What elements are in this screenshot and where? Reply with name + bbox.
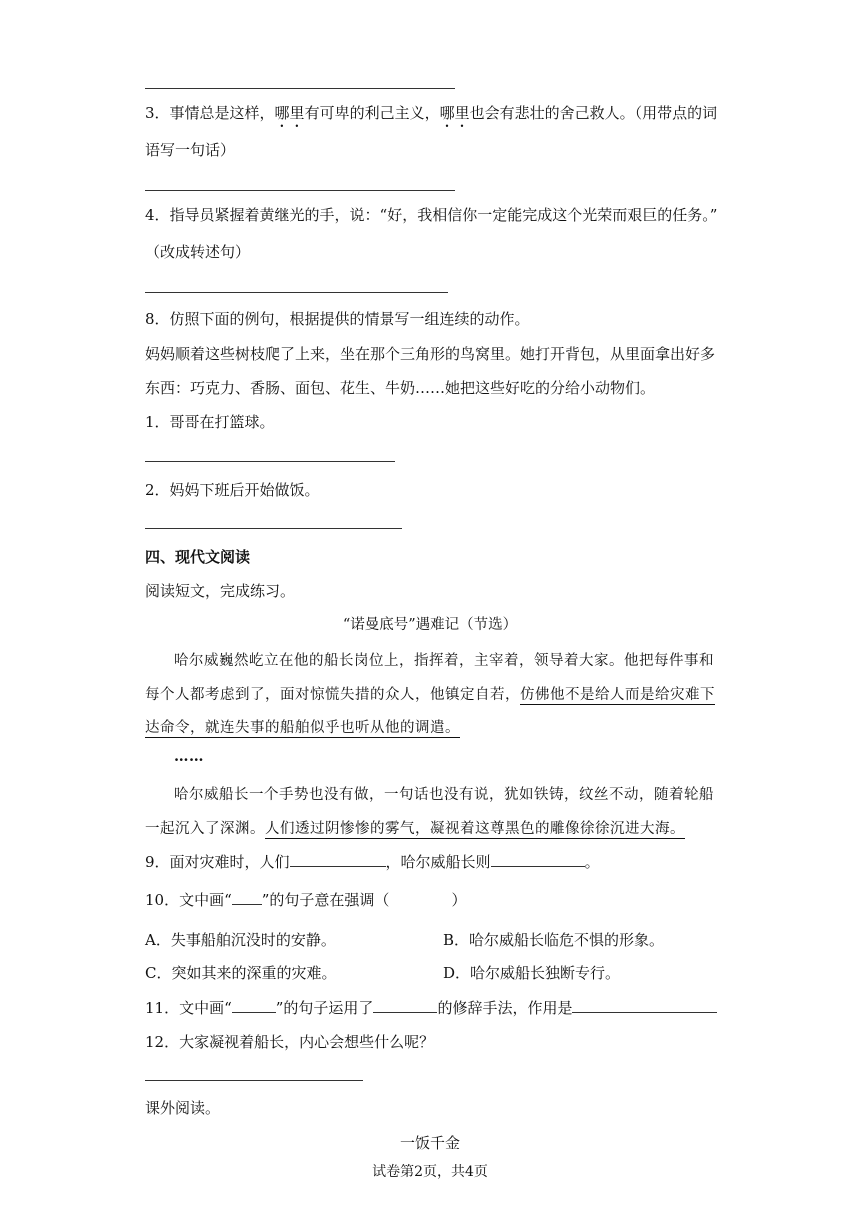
q11-text-b: ”的句子运用了 <box>275 999 374 1017</box>
q11-text-a: 11．文中画“ <box>145 999 232 1017</box>
question-4-line1: 4．指导员紧握着黄继光的手，说：“好，我相信你一定能完成这个光荣而艰巨的任务。” <box>145 206 718 224</box>
question-3-line2: 语写一句话） <box>145 141 236 159</box>
q3-dotted-word-1: 哪里 <box>274 104 305 122</box>
section-heading: 四、现代文阅读 <box>145 548 251 566</box>
answer-line <box>145 292 448 293</box>
q9-text-b: ，哈尔威船长则 <box>385 853 491 871</box>
passage-p1-line2 <box>145 683 715 704</box>
q3-post: 也会有悲壮的舍己救人。（用带点的词 <box>469 104 718 122</box>
question-9 <box>145 851 600 872</box>
q8-item-1: 1．哥哥在打篮球。 <box>145 413 275 431</box>
question-4-line2: （改成转述句） <box>145 243 251 261</box>
q3-dotted-word-2: 哪里 <box>439 104 470 122</box>
q10-text-c: ） <box>451 891 467 909</box>
answer-blank <box>232 890 262 905</box>
underlined-sentence: 达命令，就连失事的船舶似乎也听从他的调遣。 <box>145 720 460 736</box>
question-10 <box>145 889 466 910</box>
question-8-title: 8．仿照下面的例句，根据提供的情景写一组连续的动作。 <box>145 310 530 328</box>
q10-text-a: 10．文中画“ <box>145 891 232 909</box>
wavy-underlined-sentence: 人们透过阴惨惨的雾气，凝视着这尊黑色的雕像徐徐沉进大海。 <box>265 821 685 837</box>
answer-blank[interactable] <box>572 998 717 1013</box>
extra-reading-title: 一饭千金 <box>399 1134 460 1152</box>
answer-blank[interactable] <box>491 852 585 867</box>
passage-text: 一起沉入了深渊。 <box>145 821 265 837</box>
passage-p1-line3 <box>145 716 460 737</box>
question-3-line1 <box>145 102 717 131</box>
answer-blank[interactable] <box>290 852 386 867</box>
q10-text-b: ”的句子意在强调（ <box>261 891 390 909</box>
q8-example-line1: 妈妈顺着这些树枝爬了上来，坐在那个三角形的鸟窝里。她打开背包，从里面拿出好多 <box>145 345 716 363</box>
option-d[interactable]: D．哈尔威船长独断专行。 <box>443 964 621 982</box>
answer-line <box>145 461 395 462</box>
q3-pre: 3．事情总是这样， <box>145 104 275 122</box>
underlined-sentence: 仿佛他不是给人而是给灾难下 <box>520 687 715 703</box>
q11-text-c: 的修辞手法，作用是 <box>437 999 573 1017</box>
answer-line <box>145 528 402 529</box>
answer-line <box>145 88 455 89</box>
page-footer: 试卷第2页，共4页 <box>372 1164 488 1180</box>
passage-text: 每个人都考虑到了，面对惊慌失措的众人，他镇定自若， <box>145 687 520 703</box>
passage-title: “诺曼底号”遇难记（节选） <box>342 617 518 633</box>
extra-reading-label: 课外阅读。 <box>145 1099 221 1117</box>
answer-line <box>145 190 455 191</box>
q3-mid: 有可卑的利己主义， <box>304 104 440 122</box>
answer-blank[interactable] <box>373 998 437 1013</box>
passage-ellipsis: …… <box>174 748 204 765</box>
option-b[interactable]: B．哈尔威船长临危不惧的形象。 <box>443 931 665 949</box>
q8-example-line2: 东西：巧克力、香肠、面包、花生、牛奶……她把这些好吃的分给小动物们。 <box>145 379 656 397</box>
q8-item-2: 2．妈妈下班后开始做饭。 <box>145 481 320 499</box>
option-a[interactable]: A．失事船舶沉没时的安静。 <box>145 931 336 949</box>
section-instruction: 阅读短文，完成练习。 <box>145 582 296 600</box>
passage-p2-line2 <box>145 817 685 838</box>
answer-line <box>145 1080 363 1081</box>
passage-p2-line1: 哈尔威船长一个手势也没有做，一句话也没有说，犹如铁铸，纹丝不动，随着轮船 <box>174 787 714 803</box>
q9-text-c: 。 <box>584 853 600 871</box>
question-11 <box>145 997 717 1018</box>
option-c[interactable]: C．突如其来的深重的灾难。 <box>145 964 337 982</box>
q9-text-a: 9．面对灾难时，人们 <box>145 853 290 871</box>
answer-blank <box>232 998 276 1013</box>
question-12: 12．大家凝视着船长，内心会想些什么呢？ <box>145 1033 435 1051</box>
passage-p1-line1: 哈尔威巍然屹立在他的船长岗位上，指挥着，主宰着，领导着大家。他把每件事和 <box>174 653 714 669</box>
